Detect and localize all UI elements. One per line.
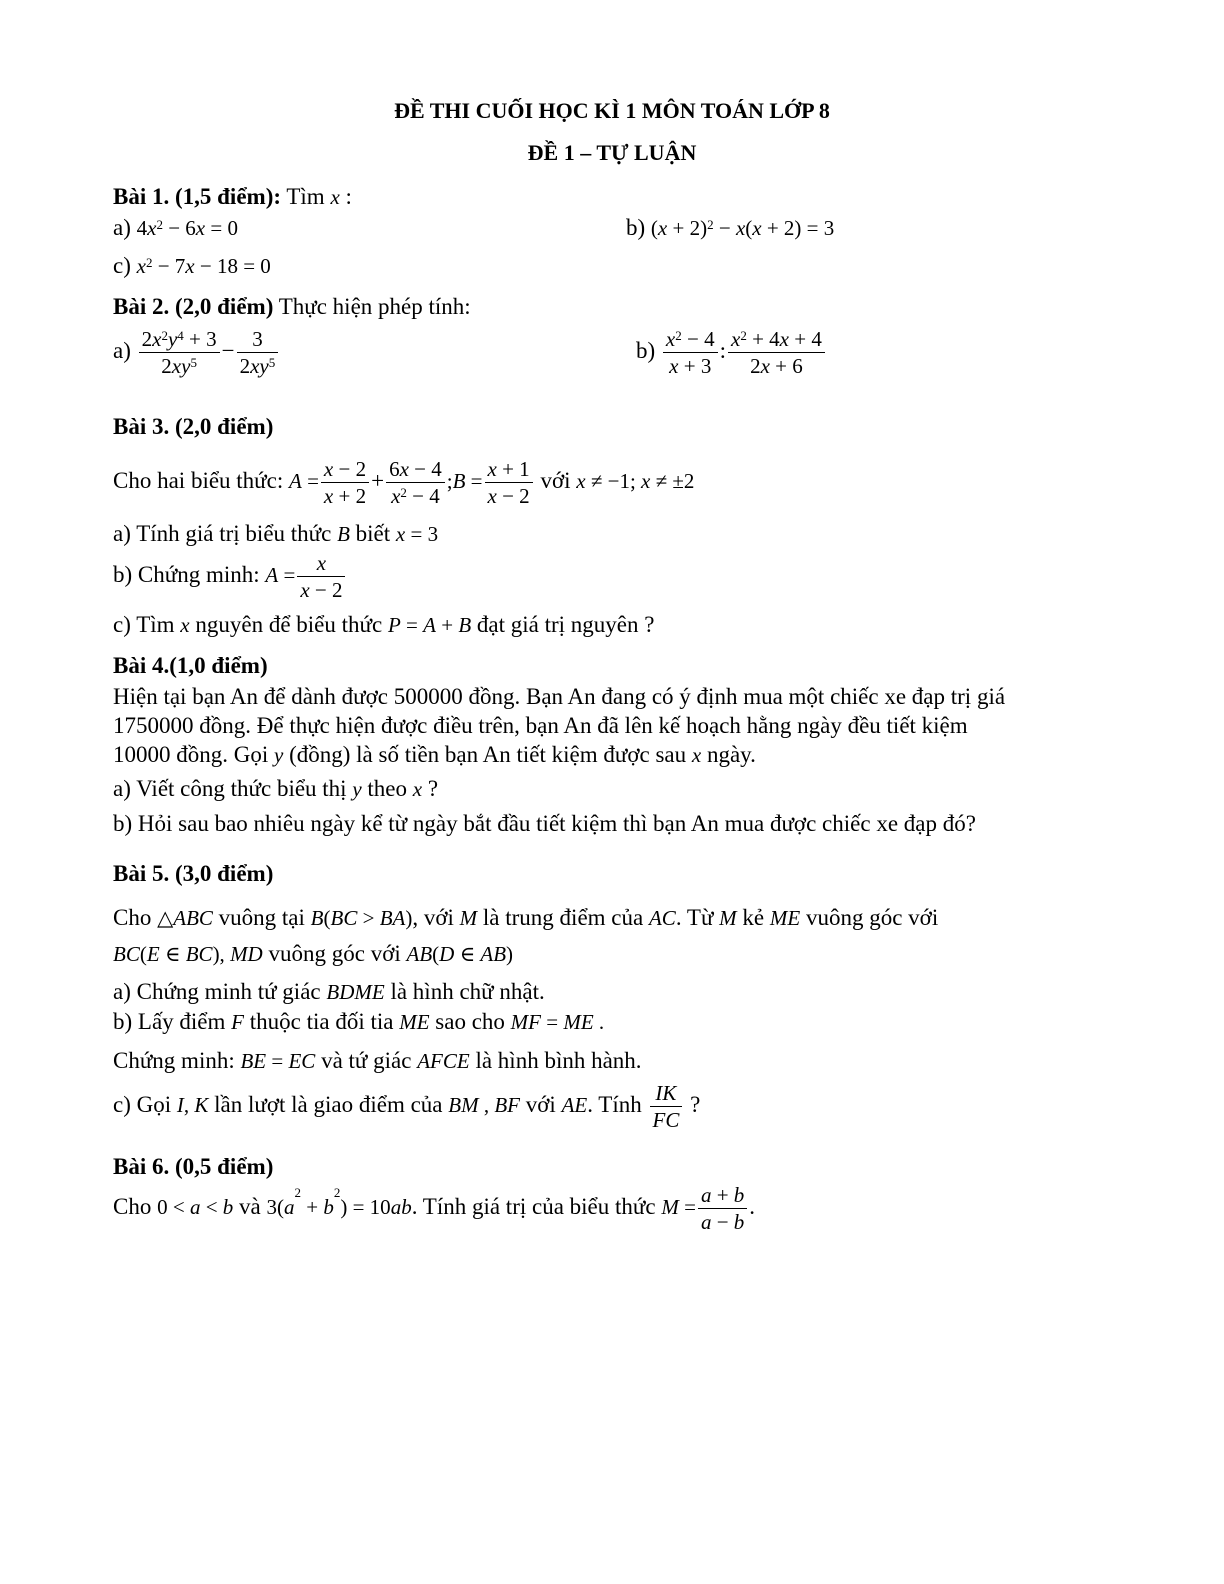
bai5-cm: Chứng minh: BE = EC và tứ giác AFCE là hình bình hành.	[113, 1048, 642, 1073]
bai1-heading: Bài 1. (1,5 điểm):	[113, 184, 282, 209]
bai5-heading: Bài 5. (3,0 điểm)	[113, 861, 274, 886]
bai6-heading: Bài 6. (0,5 điểm)	[113, 1154, 274, 1179]
bai5-a: a) Chứng minh tứ giác BDME là hình chữ nhật.	[113, 979, 545, 1004]
bai3-intro: Cho hai biểu thức: A = $\frac{x - 2}{x + 2}$ + $\frac{6x - 4}{x^2 - 4}$ ;B = $\frac{x + 1}{x - 2}$ với x ≠ −1; x ≠ ±2	[113, 457, 695, 508]
bai3-b: b) Chứng minh: A = $\frac{x}{x - 2}$	[113, 550, 347, 603]
bai1-b: b) $(x + 2)^2 - x(x + 2) = 3$	[626, 215, 835, 240]
bai4-line3: 10000 đồng. Gọi y (đồng) là số tiền bạn An tiết kiệm được sau x ngày.	[113, 742, 756, 767]
bai5-line1: Cho △ABC vuông tại B(BC > BA), với M là trung điểm của AC. Từ M kẻ ME vuông góc với	[113, 905, 939, 930]
bai4-line2: 1750000 đồng. Để thực hiện được điều trên, bạn An đã lên kế hoạch hằng ngày đều tiết kiệm	[113, 713, 968, 738]
bai5-line2: BC(E ∈ BC), MD vuông góc với AB(D ∈ AB)	[113, 941, 514, 966]
bai2-a: a) $\frac{2x^2y^4 + 3}{2xy^5}$ − $\frac{3}{2xy^5}$	[113, 326, 280, 379]
bai4-b: b) Hỏi sau bao nhiêu ngày kể từ ngày bắt đầu tiết kiệm thì bạn An mua được chiếc xe đạp đó?	[113, 811, 976, 836]
bai3-heading: Bài 3. (2,0 điểm)	[113, 414, 274, 439]
bai1-heading-line: Bài 1. (1,5 điểm): Tìm x :	[113, 184, 352, 209]
bai2-prompt: Thực hiện phép tính:	[278, 294, 471, 319]
bai5-b: b) Lấy điểm F thuộc tia đối tia ME sao cho MF = ME .	[113, 1009, 605, 1034]
bai1-prompt: Tìm	[286, 184, 325, 209]
page-subtitle: ĐỀ 1 – TỰ LUẬN	[527, 140, 697, 165]
bai4-heading: Bài 4.(1,0 điểm)	[113, 653, 268, 678]
bai5-c: c) Gọi I, K lần lượt là giao điểm của BM , BF với AE. Tính $\frac{IK}{FC}$ ?	[113, 1081, 701, 1132]
page-title: ĐỀ THI CUỐI HỌC KÌ 1 MÔN TOÁN LỚP 8	[394, 98, 830, 123]
bai6-text: Cho 0 < a < b và $3(a^2 + b^2) = 10ab$. Tính giá trị của biểu thức M = $\frac{a + b}{a - b}$ .	[113, 1183, 756, 1234]
bai3-a: a) Tính giá trị biểu thức B biết x = 3	[113, 521, 439, 546]
bai4-a: a) Viết công thức biểu thị y theo x ?	[113, 776, 439, 801]
bai2-b: b) $\frac{x^2 - 4}{x + 3}$ : $\frac{x^2 + 4x + 4}{2x + 6}$	[636, 326, 827, 379]
bai1-a: a) $4x^2 - 6x = 0$	[113, 215, 238, 240]
bai1-c: c) $x^2 - 7x - 18 = 0$	[113, 253, 271, 278]
bai4-line1: Hiện tại bạn An để dành được 500000 đồng. Bạn An đang có ý định mua một chiếc xe đạp trị giá	[113, 684, 1006, 709]
bai3-c: c) Tìm x nguyên để biểu thức P = A + B đạt giá trị nguyên ?	[113, 612, 655, 637]
bai2-heading: Bài 2. (2,0 điểm)	[113, 294, 274, 319]
bai2-heading-line	[113, 293, 471, 321]
